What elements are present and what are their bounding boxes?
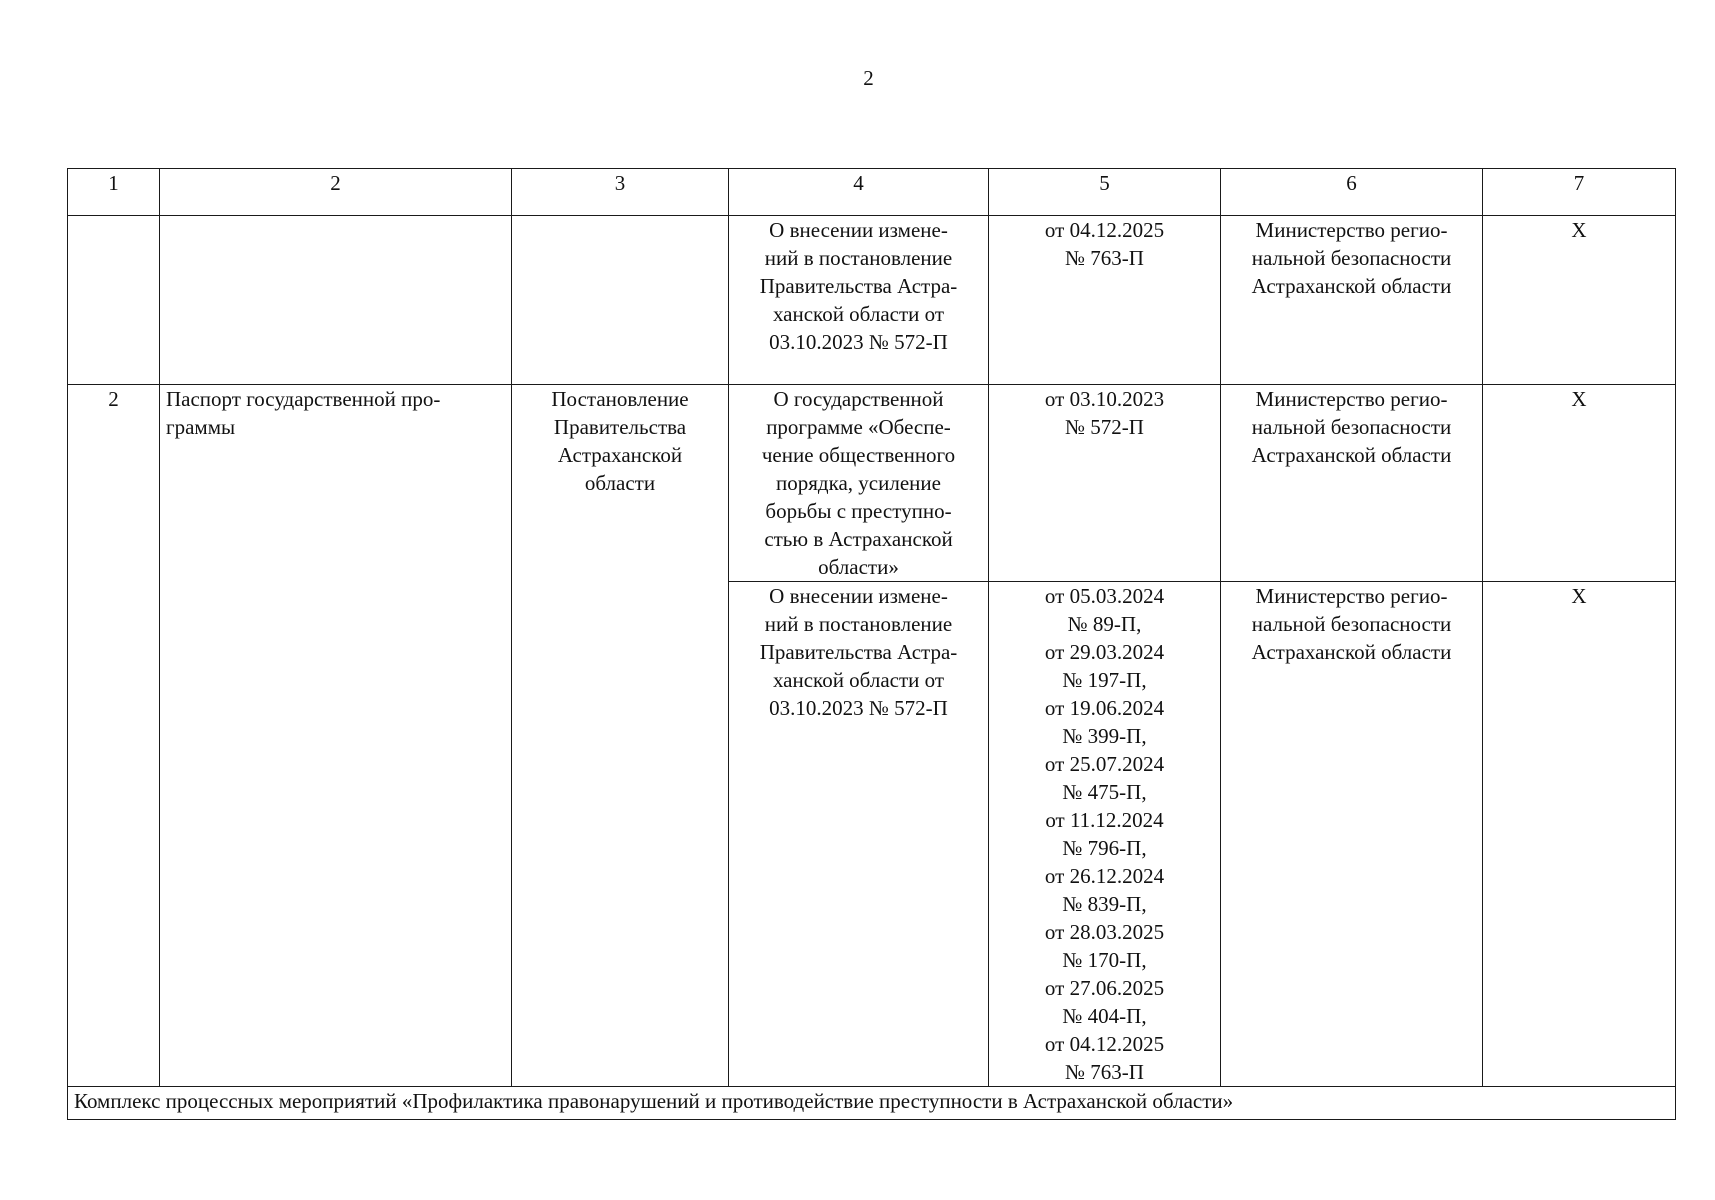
document-type: Постановление Правительства Астраханской области <box>512 385 729 1087</box>
document-dates: от 05.03.2024 № 89-П, от 29.03.2024 № 197-П, от 19.06.2024 № 399-П, от 25.07.2024 № 475-П, от 11.12.2024 № 796-П, от 26.12.2024 № 839-П, от 28.03.2025 № 170-П, от 27.06.2025 № 404-П, от 04.12.2025 № 763-П <box>989 582 1221 1087</box>
mark-cell: X <box>1483 582 1676 1087</box>
responsible-body: Министерство регио- нальной безопасности Астраханской области <box>1221 385 1483 582</box>
header-cell-2: 2 <box>160 169 512 216</box>
document-dates: от 04.12.2025 № 763-П <box>989 216 1221 385</box>
document-title: О внесении измене- ний в постановление Правительства Астра- ханской области от 03.10.2023 № 572-П <box>729 216 989 385</box>
header-cell-4: 4 <box>729 169 989 216</box>
section-footer-row <box>68 1087 1676 1120</box>
document-type <box>512 216 729 385</box>
responsible-body: Министерство регио- нальной безопасности Астраханской области <box>1221 582 1483 1087</box>
mark-cell: X <box>1483 216 1676 385</box>
mark-cell: X <box>1483 385 1676 582</box>
section-name <box>160 216 512 385</box>
document-title: О государственной программе «Обеспе- чение общественного порядка, усиление борьбы с преступно- стью в Астраханской области» <box>729 385 989 582</box>
document-title: О внесении измене- ний в постановление Правительства Астра- ханской области от 03.10.2023 № 572-П <box>729 582 989 1087</box>
header-cell-1: 1 <box>68 169 160 216</box>
header-cell-5: 5 <box>989 169 1221 216</box>
header-cell-6: 6 <box>1221 169 1483 216</box>
table-header-row <box>68 169 1676 216</box>
document-dates: от 03.10.2023 № 572-П <box>989 385 1221 582</box>
row-number <box>68 216 160 385</box>
page-number: 2 <box>863 66 874 90</box>
header-cell-3: 3 <box>512 169 729 216</box>
header-cell-7: 7 <box>1483 169 1676 216</box>
document-table <box>67 168 1676 1120</box>
table-row <box>68 385 1676 582</box>
responsible-body: Министерство регио- нальной безопасности Астраханской области <box>1221 216 1483 385</box>
row-number: 2 <box>68 385 160 1087</box>
table-row <box>68 216 1676 385</box>
process-measures-complex: Комплекс процессных мероприятий «Профилактика правонарушений и противодействие преступности в Астраханской области» <box>68 1087 1676 1120</box>
section-name: Паспорт государственной про- граммы <box>160 385 512 1087</box>
